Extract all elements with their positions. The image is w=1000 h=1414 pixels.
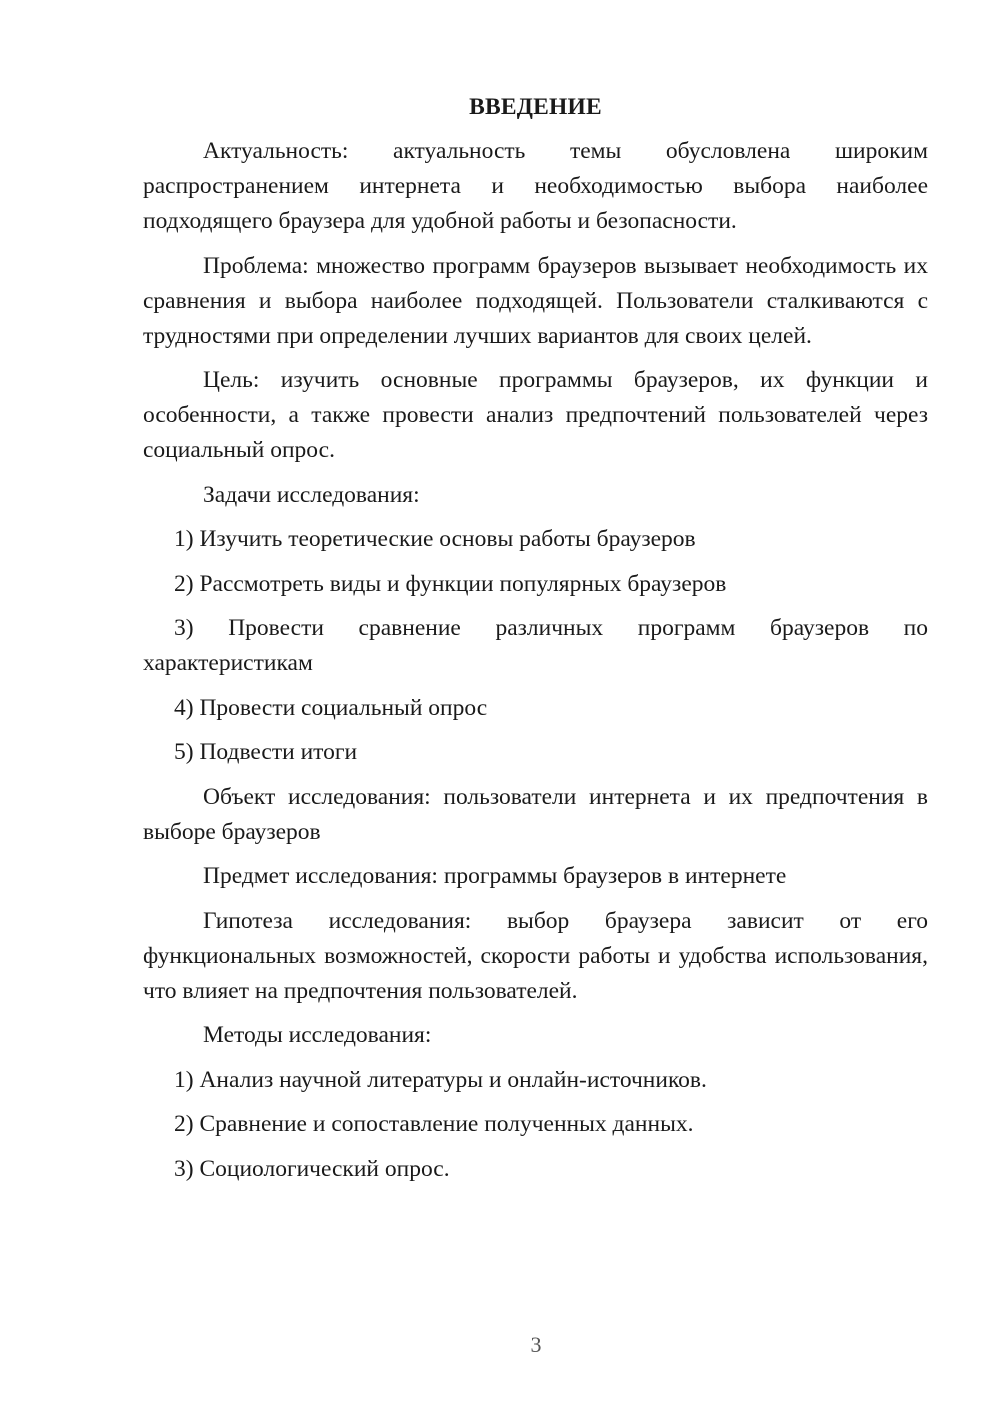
task-item-1: 1) Изучить теоретические основы работы браузеров <box>174 526 696 552</box>
goal-paragraph: Цель: изучить основные программы браузеров, их функции и особенности, а также провести анализ предпочтений пользователей через социальный опрос. <box>143 367 928 463</box>
tasks-heading: Задачи исследования: <box>203 481 420 508</box>
subject-paragraph: Предмет исследования: программы браузеров в интернете <box>203 863 787 889</box>
task-item-2: 2) Рассмотреть виды и функции популярных браузеров <box>174 570 727 597</box>
methods-heading: Методы исследования: <box>203 1022 432 1048</box>
section-title: ВВЕДЕНИЕ <box>469 94 602 120</box>
hypothesis-paragraph: Гипотеза исследования: выбор браузера зависит от его функциональных возможностей, скорости работы и удобства использования, что влияет на предпочтения пользователей. <box>143 907 928 1004</box>
relevance-paragraph: Актуальность: актуальность темы обусловлена широким распространением интернета и необходимостью выбора наиболее подходящего браузера для удобной работы и безопасности. <box>143 138 928 234</box>
task-item-4: 4) Провести социальный опрос <box>174 694 488 721</box>
page-number: 3 <box>530 1332 542 1357</box>
method-item-3: 3) Социологический опрос. <box>174 1155 450 1182</box>
method-item-2: 2) Сравнение и сопоставление полученных данных. <box>174 1111 694 1137</box>
document-page <box>143 90 928 1196</box>
problem-paragraph: Проблема: множество программ браузеров вызывает необходимость их сравнения и выбора наиболее подходящей. Пользователи сталкиваются с трудностями при определении лучших вариантов для своих целей. <box>143 252 928 349</box>
task-item-3: 3) Провести сравнение различных программ браузеров по характеристикам <box>143 615 928 676</box>
object-paragraph: Объект исследования: пользователи интернета и их предпочтения в выборе браузеров <box>143 783 928 845</box>
method-item-1: 1) Анализ научной литературы и онлайн-источников. <box>174 1066 707 1093</box>
task-item-5: 5) Подвести итоги <box>174 739 358 765</box>
